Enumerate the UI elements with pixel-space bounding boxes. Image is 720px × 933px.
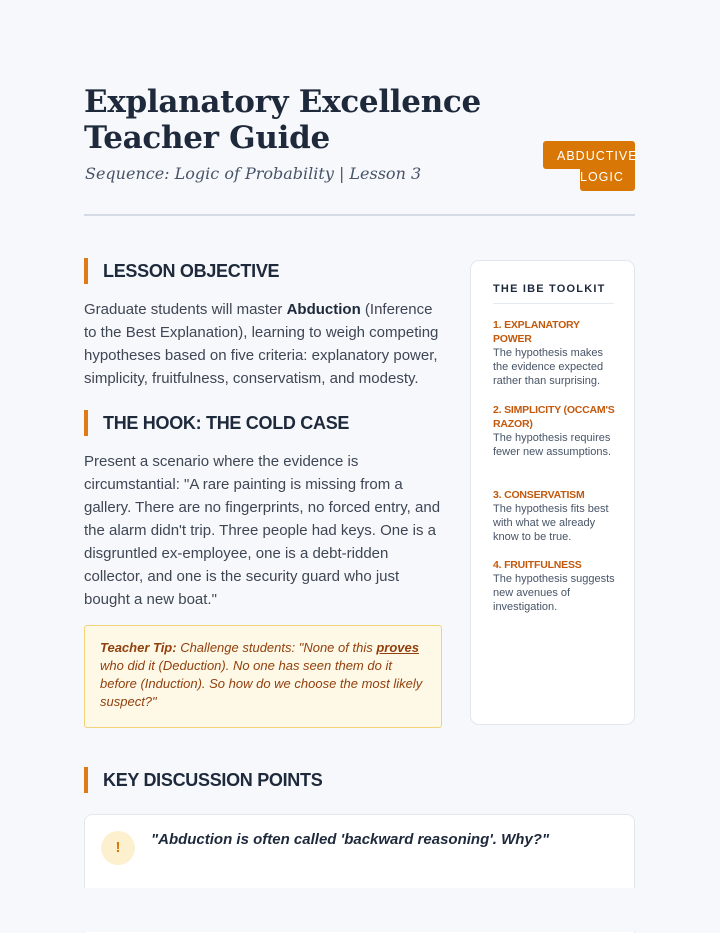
objective-text <box>84 298 449 390</box>
teacher-tip-box <box>84 625 442 728</box>
category-badge <box>543 141 638 191</box>
toolkit-item-name: 2. SIMPLICITY (OCCAM'S RAZOR) <box>493 404 615 430</box>
toolkit-divider <box>493 303 614 304</box>
toolkit-item-name: 1. EXPLANATORY POWER <box>493 319 580 345</box>
discussion-heading: KEY DISCUSSION POINTS <box>84 767 322 793</box>
tip-label: Teacher Tip: <box>100 640 177 655</box>
toolkit-item <box>493 558 618 614</box>
objective-text-pre: Graduate students will master <box>84 301 287 318</box>
header-divider <box>84 214 635 216</box>
badge-line-2: LOGIC <box>580 170 624 184</box>
tip-text-post: who did it (Deduction). No one has seen them do it before (Induction). So how do we choose the most likely suspect?" <box>100 658 423 709</box>
exclamation-icon: ! <box>101 831 135 865</box>
objective-heading: LESSON OBJECTIVE <box>84 258 279 284</box>
discussion-question: "Abduction is often called 'backward reasoning'. Why?" <box>151 831 550 848</box>
ibe-toolkit-sidebar <box>470 260 635 725</box>
toolkit-item <box>493 488 618 544</box>
toolkit-item <box>493 403 618 459</box>
toolkit-item-name: 4. FRUITFULNESS <box>493 559 582 571</box>
toolkit-item-desc: The hypothesis fits best with what we already know to be true. <box>493 503 609 543</box>
toolkit-item-desc: The hypothesis requires fewer new assumptions. <box>493 432 611 458</box>
page-title <box>84 84 504 156</box>
page-bottom-fade <box>0 888 720 932</box>
objective-text-bold: Abduction <box>286 301 361 318</box>
page-subtitle: Sequence: Logic of Probability | Lesson 3 <box>85 164 422 183</box>
toolkit-item-desc: The hypothesis makes the evidence expected rather than surprising. <box>493 347 604 387</box>
title-line-1: Explanatory Excellence <box>84 84 481 120</box>
badge-line-1: ABDUCTIVE <box>557 149 638 163</box>
toolkit-item-desc: The hypothesis suggests new avenues of investigation. <box>493 573 615 613</box>
title-line-2: Teacher Guide <box>84 120 330 156</box>
toolkit-item-name: 3. CONSERVATISM <box>493 489 585 501</box>
tip-text-emphasis: proves <box>376 640 419 655</box>
toolkit-item <box>493 318 618 388</box>
toolkit-heading: THE IBE TOOLKIT <box>493 283 606 295</box>
hook-text: Present a scenario where the evidence is circumstantial: "A rare painting is missing from a gallery. There are no fingerprints, no forced entry, and the alarm didn't trip. Three people had keys. One is a disgruntled ex-employee, one is a debt-ridden collector, and one is the security guard who just bought a new boat." <box>84 453 441 608</box>
objective-text-post: (Inference to the Best Explanation), learning to weigh competing hypotheses based on five criteria: explanatory power, simplicity, fruitfulness, conservatism, and modesty. <box>84 301 439 387</box>
tip-text-pre: Challenge students: "None of this <box>176 640 377 655</box>
hook-heading: THE HOOK: THE COLD CASE <box>84 410 349 436</box>
